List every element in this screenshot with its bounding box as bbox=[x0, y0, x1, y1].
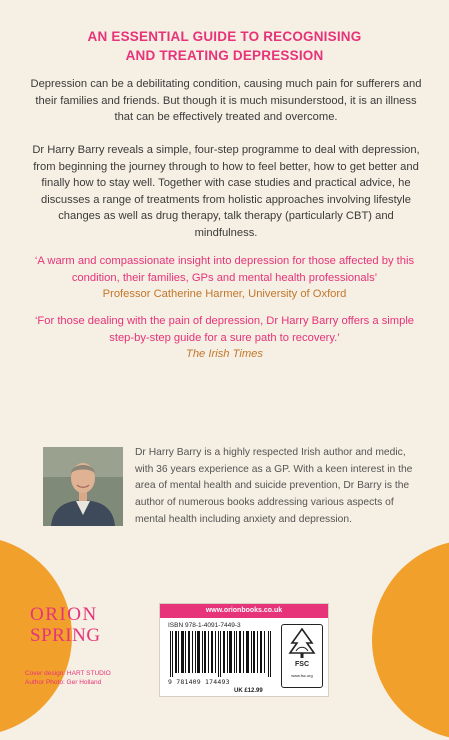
quote-text: ‘A warm and compassionate insight into depression for those affected by this condition, their families, GPs and mental health professionals’ bbox=[34, 255, 415, 284]
fsc-tree-icon bbox=[282, 625, 322, 661]
quote-text: ‘For those dealing with the pain of depression, Dr Harry Barry offers a simple step-by-step guide for a sure path to recovery.’ bbox=[34, 315, 415, 344]
barcode-panel bbox=[159, 603, 329, 697]
back-cover-heading bbox=[0, 27, 449, 65]
fsc-logo bbox=[281, 624, 323, 688]
heading-line-2: AND TREATING DEPRESSION bbox=[125, 48, 324, 63]
author-photo-credit: Author Photo: Ger Holland bbox=[25, 678, 102, 686]
review-quote-2 bbox=[22, 313, 427, 363]
fsc-url: www.fsc.org bbox=[291, 673, 313, 678]
heading-line-1: AN ESSENTIAL GUIDE TO RECOGNISING bbox=[87, 29, 362, 44]
publisher-url: www.orionbooks.co.uk bbox=[160, 604, 328, 618]
intro-paragraph-2: Dr Harry Barry reveals a simple, four-step programme to deal with depression, from beginning the journey through to how to feel better, how to get better and finally how to stay well. Together with case studies and practical advice, he discusses a range of treatments from holistic approaches involving lifestyle changes as well as drug therapy, talk therapy (particularly CBT) and mindfulness. bbox=[32, 144, 420, 239]
publisher-logo bbox=[30, 604, 150, 646]
price-label: UK £12.99 bbox=[234, 688, 263, 694]
quote-attribution: The Irish Times bbox=[186, 348, 263, 361]
isbn-text: ISBN 978-1-4091-7449-3 bbox=[168, 622, 241, 629]
quote-attribution: Professor Catherine Harmer, University of Oxford bbox=[102, 288, 347, 301]
publisher-logo-line-1: ORION bbox=[30, 604, 98, 625]
barcode-digits: 9 781409 174493 bbox=[168, 678, 230, 686]
author-bio: Dr Harry Barry is a highly respected Irish author and medic, with 36 years experience as a GP. With a keen interest in the area of mental health and suicide prevention, Dr Barry is the author of numerous books addressing various aspects of mental health including anxiety and depression. bbox=[135, 447, 413, 525]
cover-design-credit: Cover design: HART STUDIO bbox=[25, 670, 111, 677]
intro-paragraph-1: Depression can be a debilitating condition, causing much pain for sufferers and their families and friends. But though it is much misunderstood, it is an illness that can be effectively treated and overcome. bbox=[30, 78, 422, 124]
barcode-icon bbox=[168, 631, 274, 677]
author-photo bbox=[43, 447, 123, 526]
publisher-logo-line-2: SPRING bbox=[30, 625, 101, 646]
fsc-label: FSC bbox=[295, 661, 309, 668]
cover-credits bbox=[25, 670, 155, 687]
review-quote-1 bbox=[22, 253, 427, 303]
decorative-orange-circle-right bbox=[372, 540, 449, 740]
